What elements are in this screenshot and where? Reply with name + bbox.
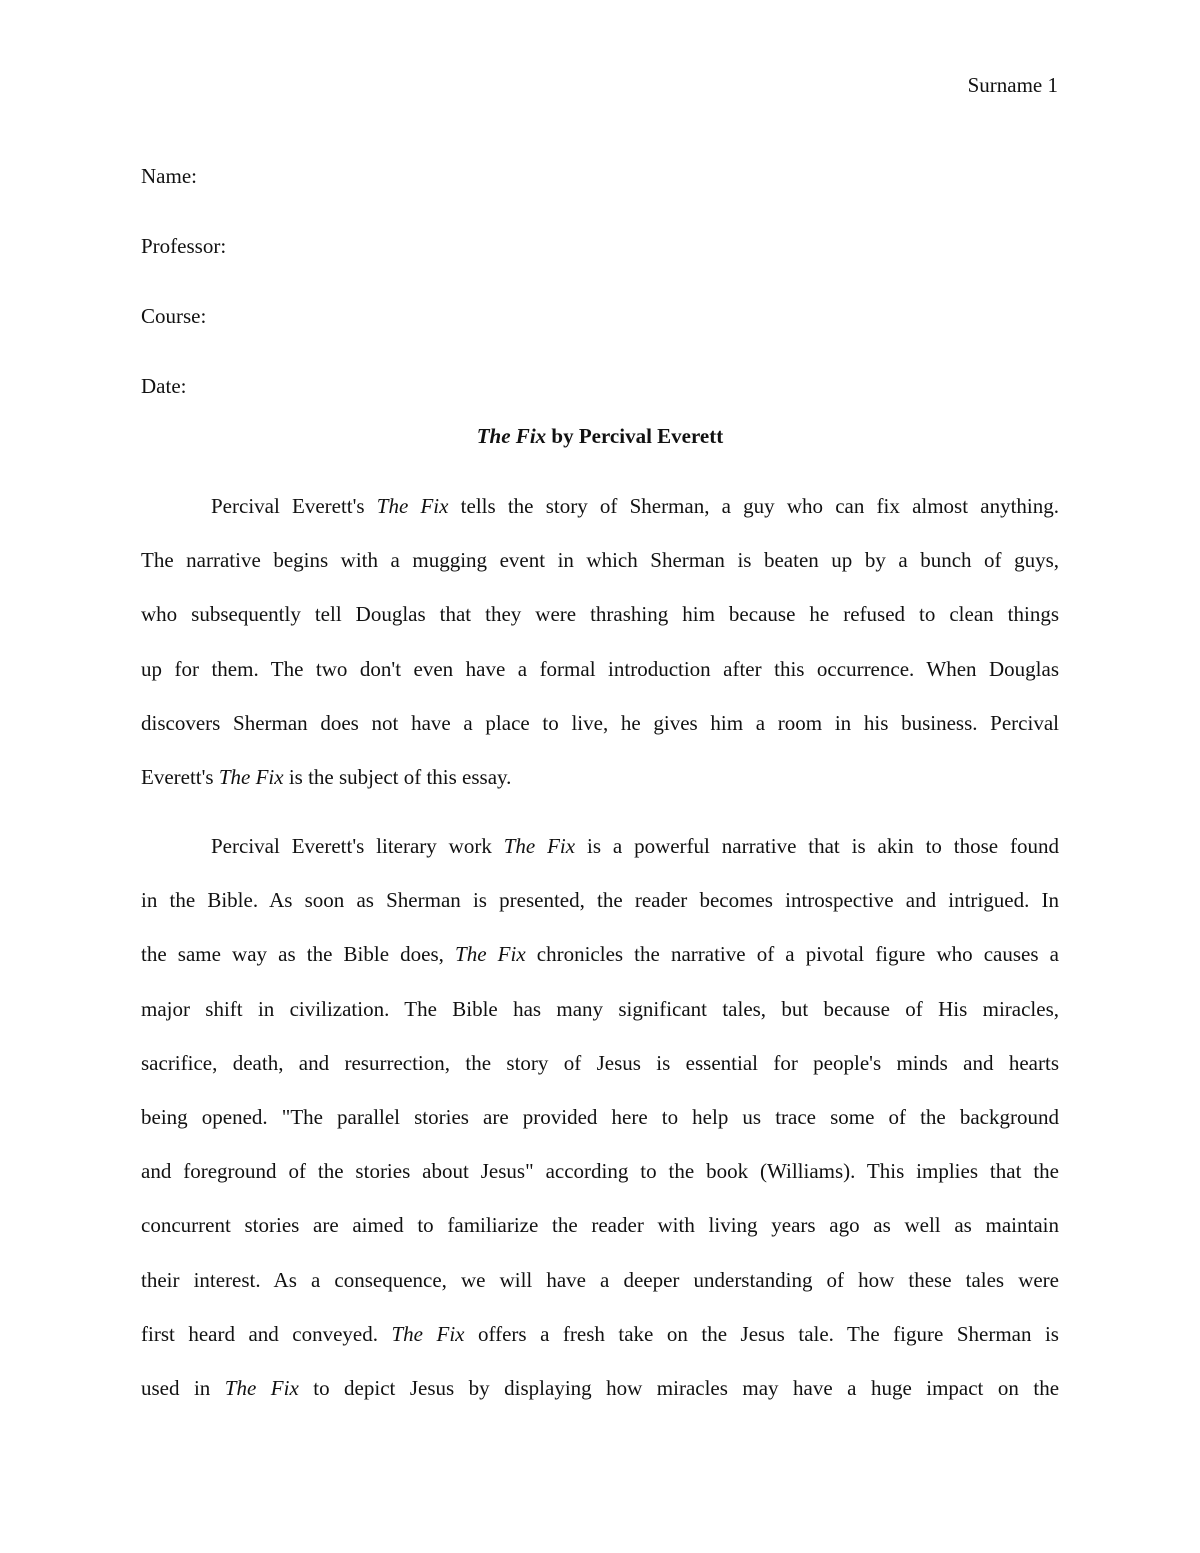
paragraph-line: [141, 1253, 1059, 1307]
book-title: The Fix: [218, 764, 284, 789]
running-head: Surname 1: [967, 73, 1058, 97]
text-run: Everett's: [141, 764, 219, 789]
paragraph-line: [141, 587, 1059, 641]
text-run: Percival Everett's: [211, 494, 377, 518]
essay-title: [141, 416, 1059, 456]
text-run: being opened. "The parallel stories are provided here to help us trace some of the background: [141, 1104, 1059, 1129]
paragraph-line: [141, 982, 1059, 1036]
text-run: chronicles the narrative of a pivotal figure who causes a: [525, 942, 1059, 967]
paragraph-line: [141, 1307, 1059, 1361]
title-italic: The Fix: [476, 424, 547, 448]
paragraph-line: [141, 533, 1059, 587]
date-line: Date:: [141, 374, 187, 398]
paragraph-line: [141, 642, 1059, 696]
text-run: tells the story of Sherman, a guy who can fix almost anything.: [448, 494, 1059, 518]
paragraph-line: [141, 1361, 1059, 1415]
text-run: The narrative begins with a mugging event in which Sherman is beaten up by a bunch of guys,: [141, 548, 1059, 573]
text-run: first heard and conveyed.: [141, 1321, 392, 1346]
paragraph-line: [141, 750, 1059, 804]
paragraph-line: [141, 819, 1059, 873]
text-run: is the subject of this essay.: [283, 764, 512, 789]
paragraph-line: [141, 479, 1059, 533]
text-run: offers a fresh take on the Jesus tale. The figure Sherman is: [464, 1321, 1059, 1346]
title-rest: by Percival Everett: [546, 424, 724, 448]
course-line: Course:: [141, 304, 207, 328]
text-run: and foreground of the stories about Jesus" according to the book (Williams). This implies that the: [141, 1159, 1059, 1184]
text-run: up for them. The two don't even have a formal introduction after this occurrence. When Douglas: [141, 656, 1059, 681]
book-title: The Fix: [391, 1321, 465, 1346]
paragraph-line: [141, 1036, 1059, 1090]
paragraph-1: [141, 479, 1059, 804]
text-run: concurrent stories are aimed to familiarize the reader with living years ago as well as maintain: [141, 1213, 1059, 1238]
text-run: the same way as the Bible does,: [141, 942, 456, 967]
text-run: used in: [141, 1375, 225, 1400]
book-title: The Fix: [455, 942, 526, 967]
professor-line: Professor:: [141, 234, 227, 258]
heading-block: [141, 141, 226, 421]
text-run: sacrifice, death, and resurrection, the story of Jesus is essential for people's minds and hearts: [141, 1050, 1059, 1075]
text-run: who subsequently tell Douglas that they were thrashing him because he refused to clean things: [141, 602, 1059, 627]
text-run: their interest. As a consequence, we will have a deeper understanding of how these tales were: [141, 1267, 1059, 1292]
text-run: discovers Sherman does not have a place to live, he gives him a room in his business. Percival: [141, 710, 1059, 735]
paragraph-2: [141, 819, 1059, 1415]
name-line: Name:: [141, 164, 197, 188]
book-title: The Fix: [376, 494, 449, 518]
book-title: The Fix: [224, 1375, 299, 1400]
paragraph-line: [141, 1090, 1059, 1144]
paragraph-line: [141, 927, 1059, 981]
book-title: The Fix: [503, 834, 576, 858]
text-run: major shift in civilization. The Bible has many significant tales, but because of His miracles,: [141, 996, 1059, 1021]
paragraph-line: [141, 1198, 1059, 1252]
text-run: to depict Jesus by displaying how miracles may have a huge impact on the: [298, 1375, 1059, 1400]
paragraph-line: [141, 1144, 1059, 1198]
paragraph-line: [141, 873, 1059, 927]
paragraph-line: [141, 696, 1059, 750]
text-run: Percival Everett's literary work: [211, 834, 504, 858]
text-run: in the Bible. As soon as Sherman is presented, the reader becomes introspective and intrigued. In: [141, 888, 1059, 913]
text-run: is a powerful narrative that is akin to those found: [575, 834, 1059, 858]
